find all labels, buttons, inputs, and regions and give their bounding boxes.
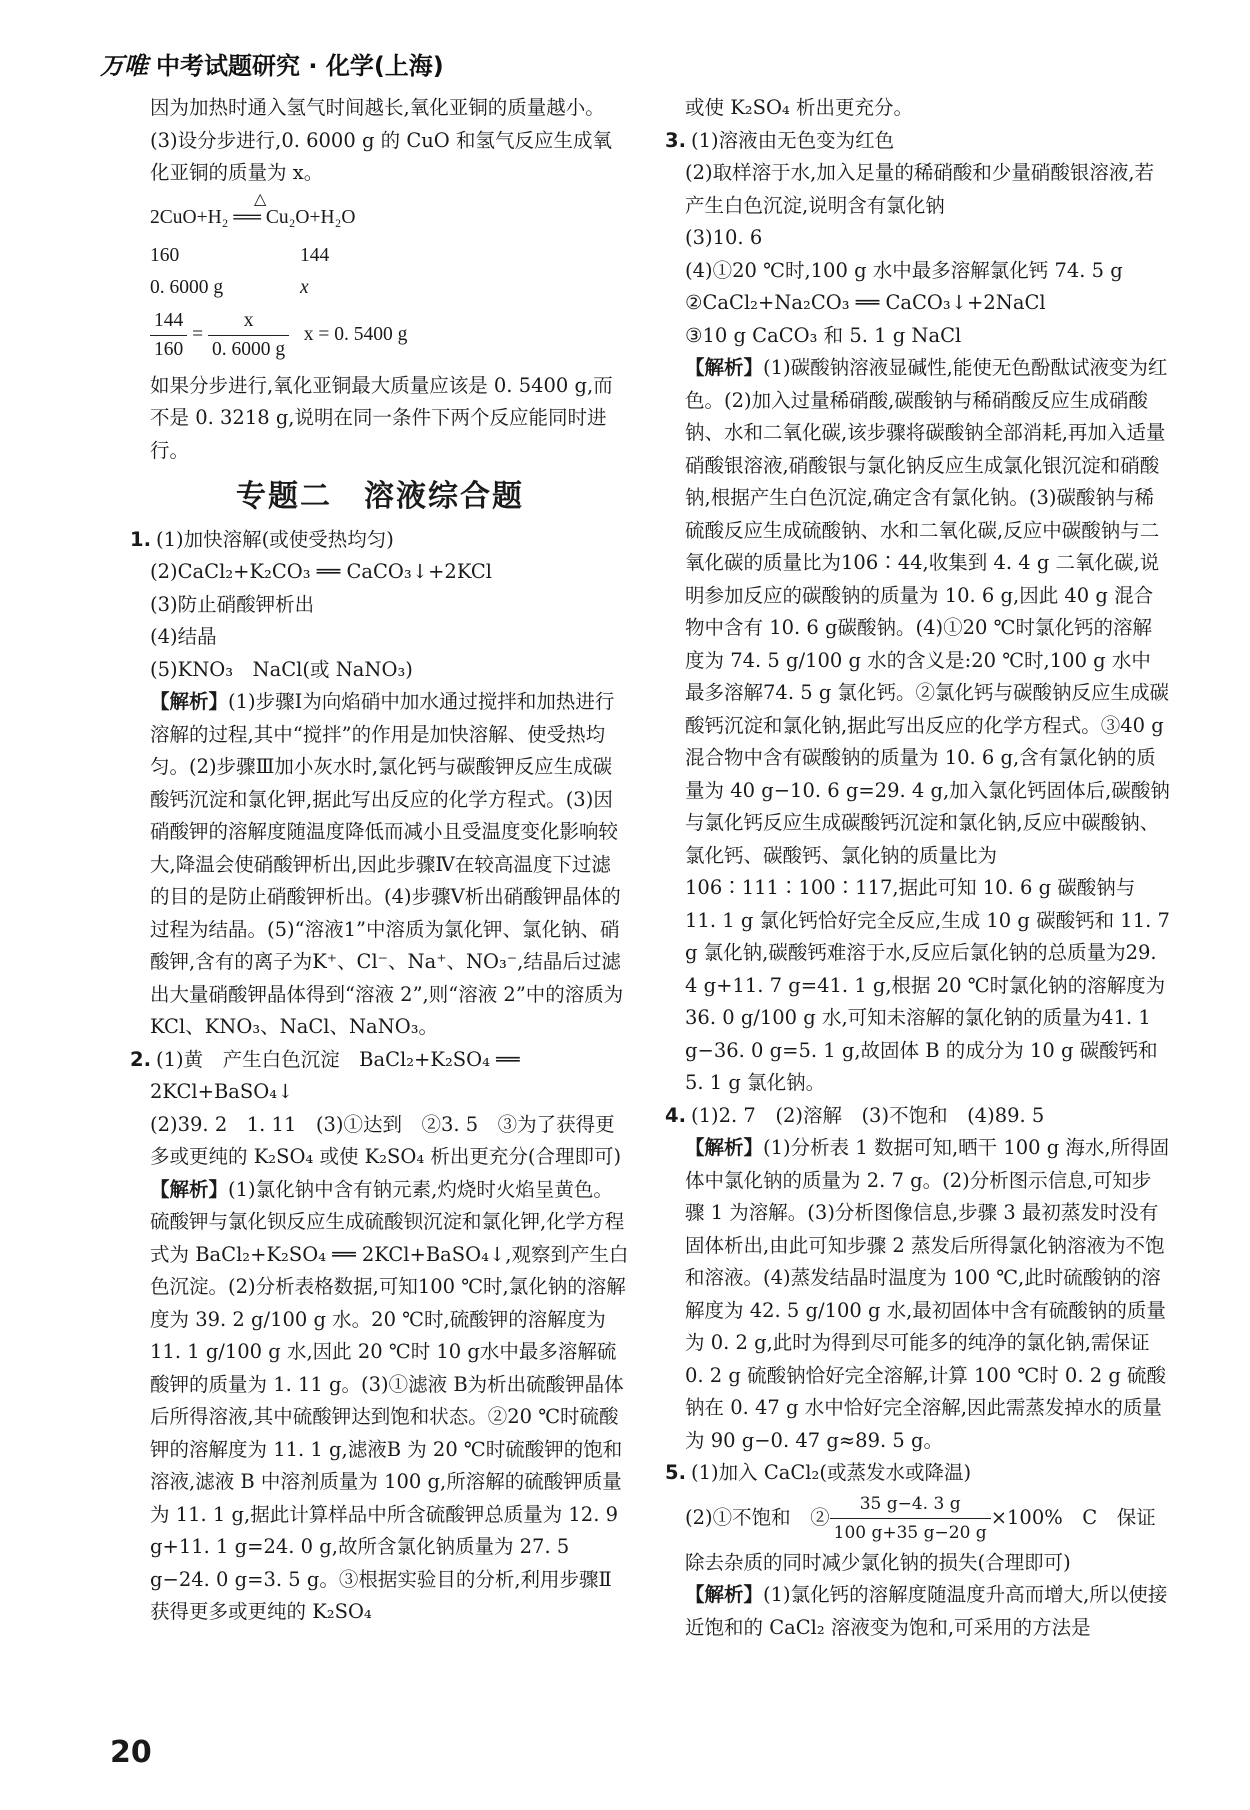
- reaction-equation: 2CuO+H₂ ══ Cu₂O+H₂O: [150, 206, 356, 228]
- analysis-text: (1)步骤Ⅰ为向焰硝中加水通过搅拌和加热进行溶解的过程,其中“搅拌”的作用是加快溶解、使受热均匀。(2)步骤Ⅲ加小灰水时,氯化钙与碳酸钾反应生成碳酸钙沉淀和氯化钾,据此写出反应的化学方程式。(3)因硝酸钾的溶解度随温度降低而减小且受温度变化影响较大,降温会使硝酸钾析出,因此步骤Ⅳ在较高温度下过滤的目的是防止硝酸钾析出。(4)步骤Ⅴ析出硝酸钾晶体的过程为结晶。(5)“溶液1”中溶质为氯化钾、氯化钠、硝酸钾,含有的离子为K⁺、Cl⁻、Na⁺、NO₃⁻,结晶后过滤出大量硝酸钾晶体得到“溶液 2”,则“溶液 2”中的溶质为 KCl、KNO₃、NaCl、NaNO₃。: [150, 690, 624, 1038]
- question-2: [130, 1044, 630, 1109]
- book-title: 中考试题研究 · 化学(上海): [156, 52, 444, 80]
- question-4: [665, 1100, 1170, 1133]
- analysis-tag: 【解析】: [685, 1583, 764, 1606]
- answer-2: (2)取样溶于水,加入足量的稀硝酸和少量硝酸银溶液,若产生白色沉淀,说明含有氯化钠: [685, 161, 1155, 217]
- ratio-fraction-1: $\frac{144}{160}$: [150, 307, 187, 364]
- question-number: 4.: [665, 1103, 686, 1127]
- answer-5: ②CaCl₂+Na₂CO₃ ══ CaCO₃↓+2NaCl: [685, 291, 1046, 314]
- answer-2: (2)39. 2 1. 11 (3)①达到 ②3. 5 ③为了获得更多或更纯的 K₂SO₄ 或使 K₂SO₄ 析出更充分(合理即可): [150, 1112, 622, 1168]
- answer-2-prefix: (2)①不饱和 ②: [685, 1505, 830, 1529]
- molar-mass-a: 160: [150, 244, 180, 266]
- continuation-text: 因为加热时通入氢气时间越长,氧化亚铜的质量越小。: [150, 96, 605, 119]
- ratio-fraction-2: $\frac{x}{0. 6000 g}$: [208, 307, 289, 364]
- analysis-text: (1)分析表 1 数据可知,晒干 100 g 海水,所得固体中氯化钠的质量为 2. 7 g。(2)分析图示信息,可知步骤 1 为溶解。(3)分析图像信息,步骤 3 最初蒸发时没有固体析出,由此可知步骤 2 蒸发后所得氯化钠溶液为不饱和溶液。(4)蒸发结晶时温度为 100 ℃,此时硫酸钠的溶解度为 42. 5 g/100 g 水,最初固体中含有硫酸钠的质量为 0. 2 g,此时为得到尽可能多的纯净的氯化钠,需保证 0. 2 g 硫酸钠恰好完全溶解,计算 100 ℃时 0. 2 g 硫酸钠在 0. 47 g 水中恰好完全溶解,因此需蒸发掉水的质量为 90 g−0. 47 g≈89. 5 g。: [685, 1136, 1170, 1452]
- answer-1: (1)加入 CaCl₂(或蒸发水或降温): [691, 1461, 972, 1484]
- analysis-tag: 【解析】: [150, 1177, 229, 1201]
- answer-1: (1)溶液由无色变为红色: [691, 128, 895, 152]
- section-title: 专题二 溶液综合题: [236, 479, 524, 514]
- question-5: [665, 1457, 1170, 1490]
- analysis-paragraph: [665, 352, 1170, 1100]
- percent-fraction: $\frac{35 g-4. 3 g}{100 g+35 g-20 g}$: [830, 1490, 991, 1547]
- page-number: 20: [110, 1735, 152, 1770]
- calc-result: x = 0. 5400 g: [303, 323, 408, 345]
- answer-3: (3)防止硝酸钾析出: [150, 592, 315, 616]
- answer-4: (4)①20 ℃时,100 g 水中最多溶解氯化钙 74. 5 g: [685, 258, 1123, 282]
- question-number: 5.: [665, 1461, 686, 1484]
- analysis-text: (1)碳酸钠溶液显碱性,能使无色酚酞试液变为红色。(2)加入过量稀硝酸,碳酸钠与稀硝酸反应生成硝酸钠、水和二氧化碳,该步骤将碳酸钠全部消耗,再加入适量硝酸银溶液,硝酸银与氯化钠反应生成氯化银沉淀和硝酸钠,根据产生白色沉淀,确定含有氯化钠。(3)碳酸钠与稀硫酸反应生成硫酸钠、水和二氧化碳,反应中碳酸钠与二氧化碳的质量比为106∶44,收集到 4. 4 g 二氧化碳,说明参加反应的碳酸钠的质量为 10. 6 g,因此 40 g 混合物中含有 10. 6 g碳酸钠。(4)①20 ℃时氯化钙的溶解度为 74. 5 g/100 g 水的含义是:20 ℃时,100 g 水中最多溶解74. 5 g 氯化钙。②氯化钙与碳酸钠反应生成碳酸钙沉淀和氯化钠,据此写出反应的化学方程式。③40 g混合物中含有碳酸钠的质量为 10. 6 g,含有氯化钠的质量为 40 g−10. 6 g=29. 4 g,加入氯化钙固体后,碳酸钠与氯化钙反应生成碳酸钙沉淀和氯化钠,反应中碳酸钠、氯化钙、碳酸钙、氯化钠的质量比为 106∶111∶100∶117,据此可知 10. 6 g 碳酸钠与 11. 1 g 氯化钙恰好完全反应,生成 10 g 碳酸钙和 11. 7 g 氯化钠,碳酸钙难溶于水,反应后氯化钠的总质量为29. 4 g+11. 7 g=41. 1 g,根据 20 ℃时氯化钠的溶解度为36. 0 g/100 g 水,可知未溶解的氯化钠的质量为41. 1 g−36. 0 g=5. 1 g,故固体 B 的成分为 10 g 碳酸钙和5. 1 g 氯化钠。: [685, 356, 1170, 1094]
- calculation-block: △ 2CuO+H₂ ══ Cu₂O+H₂O 160 144 0. 6000 g x $\frac{144}{160}$ = $\frac{x}{0. 6000 g}$ x = 0. 5400 g: [130, 196, 630, 364]
- analysis-paragraph: [130, 1174, 630, 1629]
- mass-given: 0. 6000 g: [150, 277, 224, 298]
- question-1: [130, 524, 630, 557]
- analysis-paragraph: [665, 1579, 1170, 1644]
- right-column: [665, 92, 1170, 1644]
- analysis-tag: 【解析】: [150, 690, 229, 713]
- answer-2: (2)CaCl₂+K₂CO₃ ══ CaCO₃↓+2KCl: [150, 560, 493, 583]
- answer-2-suffix: ×100% C 保证除去杂质的同时减少氯化钠的损失(合理即可): [685, 1505, 1156, 1574]
- answer-1: (1)黄 产生白色沉淀 BaCl₂+K₂SO₄ ══ 2KCl+BaSO₄↓: [150, 1047, 520, 1103]
- calc-conclusion: 如果分步进行,氧化亚铜最大质量应该是 0. 5400 g,而不是 0. 3218 g,说明在同一条件下两个反应能同时进行。: [150, 373, 613, 462]
- molar-mass-b: 144: [300, 244, 330, 266]
- analysis-text: (1)氯化钠中含有钠元素,灼烧时火焰呈黄色。硫酸钾与氯化钡反应生成硫酸钡沉淀和氯化钾,化学方程式为 BaCl₂+K₂SO₄ ══ 2KCl+BaSO₄↓,观察到产生白色沉淀。(2)分析表格数据,可知100 ℃时,氯化钠的溶解度为 39. 2 g/100 g 水。20 ℃时,硫酸钾的溶解度为 11. 1 g/100 g 水,因此 20 ℃时 10 g水中最多溶解硫酸钾的质量为 1. 11 g。(3)①滤液 B为析出硫酸钾晶体后所得溶液,其中硫酸钾达到饱和状态。②20 ℃时硫酸钾的溶解度为 11. 1 g,滤液B 为 20 ℃时硫酸钾的饱和溶液,滤液 B 中溶剂质量为 100 g,所溶解的硫酸钾质量为 11. 1 g,据此计算样品中所含硫酸钾总质量为 12. 9 g+11. 1 g=24. 0 g,故所含氯化钠质量为 27. 5 g−24. 0 g=3. 5 g。③根据实验目的分析,利用步骤Ⅱ获得更多或更纯的 K₂SO₄: [150, 1177, 629, 1623]
- answer-5: (5)KNO₃ NaCl(或 NaNO₃): [150, 657, 413, 681]
- question-3: [665, 125, 1170, 158]
- reaction-condition: △: [254, 190, 267, 208]
- analysis-tag: 【解析】: [685, 356, 764, 379]
- continuation-text: 或使 K₂SO₄ 析出更充分。: [685, 96, 913, 119]
- mass-unknown: x: [300, 277, 309, 298]
- analysis-tag: 【解析】: [685, 1136, 764, 1159]
- question-number: 3.: [665, 128, 686, 152]
- question-number: 1.: [130, 527, 151, 551]
- question-number: 2.: [130, 1047, 151, 1071]
- analysis-text: (1)氯化钙的溶解度随温度升高而增大,所以使接近饱和的 CaCl₂ 溶液变为饱和,可采用的方法是: [685, 1583, 1168, 1639]
- answer-1: (1)加快溶解(或使受热均匀): [156, 527, 394, 551]
- running-header: [100, 46, 444, 81]
- analysis-paragraph: [665, 1132, 1170, 1457]
- answer-1: (1)2. 7 (2)溶解 (3)不饱和 (4)89. 5: [691, 1103, 1045, 1127]
- analysis-paragraph: [130, 686, 630, 1044]
- answer-3: (3)10. 6: [685, 226, 763, 249]
- answer-4: (4)结晶: [150, 625, 217, 648]
- answer-2: [665, 1490, 1170, 1580]
- left-column: [130, 92, 630, 1629]
- answer-6: ③10 g CaCO₃ 和 5. 1 g NaCl: [685, 323, 962, 347]
- calc-intro: (3)设分步进行,0. 6000 g 的 CuO 和氢气反应生成氧化亚铜的质量为 x。: [150, 128, 612, 184]
- brand-logo: 万唯: [100, 52, 148, 80]
